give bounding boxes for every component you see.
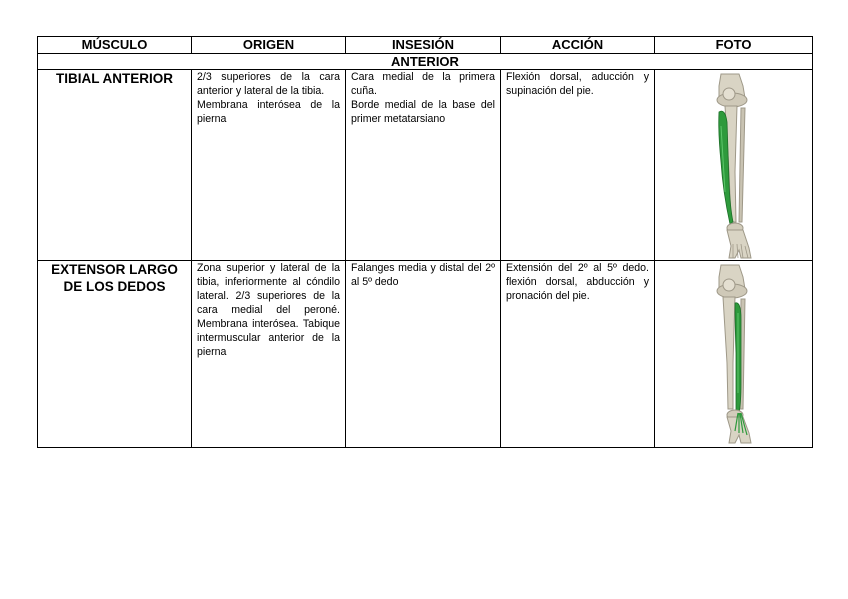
header-action: ACCIÓN: [501, 37, 655, 54]
header-row: [38, 37, 813, 54]
table-row: [38, 261, 813, 448]
header-origin: ORIGEN: [192, 37, 346, 54]
origin-cell: [192, 261, 346, 448]
action-cell: [501, 70, 655, 261]
muscle-table: [37, 36, 813, 448]
origin-cell: [192, 70, 346, 261]
action-text: Flexión dorsal, aducción y supinación del pie.: [506, 71, 649, 97]
insertion-text: Falanges media y distal del 2º al 5º dedo: [351, 262, 495, 288]
action-text: Extensión del 2º al 5º dedo. flexión dorsal, abducción y pronación del pie.: [506, 262, 649, 302]
section-row: [38, 54, 813, 70]
muscle-name: EXTENSOR LARGO DE LOS DEDOS: [38, 261, 192, 448]
origin-text: 2/3 superiores de la cara anterior y lateral de la tibia.: [197, 71, 340, 97]
header-photo: FOTO: [655, 37, 813, 54]
muscle-name: TIBIAL ANTERIOR: [38, 70, 192, 261]
action-cell: [501, 261, 655, 448]
table-row: [38, 70, 813, 261]
leg-anatomy-icon: [705, 72, 761, 260]
insertion-text: Cara medial de la primera cuña.: [351, 71, 495, 97]
photo-cell: [655, 70, 813, 261]
insertion-text: Borde medial de la base del primer metatarsiano: [351, 99, 495, 125]
insertion-cell: [346, 70, 501, 261]
header-insertion: INSESIÓN: [346, 37, 501, 54]
photo-cell: [655, 261, 813, 448]
section-title: ANTERIOR: [38, 54, 813, 70]
leg-anatomy-icon: [705, 263, 761, 445]
origin-text: Zona superior y lateral de la tibia, inferiormente al cóndilo lateral. 2/3 superiores de la cara medial del peroné. Membrana interósea. Tabique intermuscular anterior de la pierna: [197, 262, 340, 358]
origin-text: Membrana interósea de la pierna: [197, 99, 340, 125]
insertion-cell: [346, 261, 501, 448]
header-muscle: MÚSCULO: [38, 37, 192, 54]
